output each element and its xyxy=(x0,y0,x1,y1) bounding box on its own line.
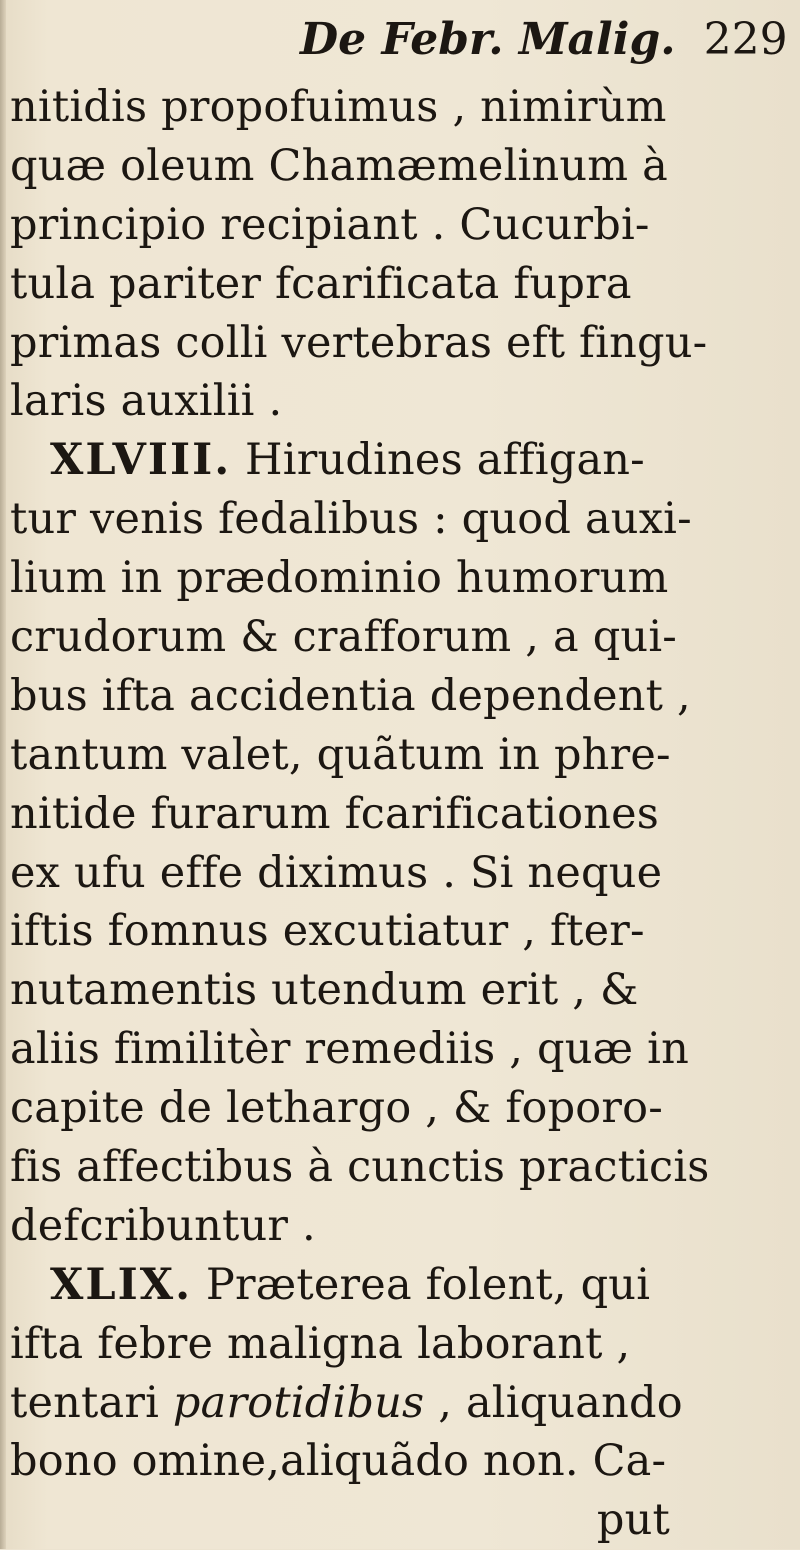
section-text: Hirudines affigan- xyxy=(245,435,645,486)
text-line: tantum valet, quãtum in phre- xyxy=(10,729,671,780)
line-start: tentari xyxy=(10,1377,160,1428)
section-numeral: XLVIII. xyxy=(50,435,232,486)
text-line: aliis fimilitèr remediis , quæ in xyxy=(10,1024,689,1075)
line-rest: febre maligna laborant , xyxy=(97,1318,631,1369)
header-title: De Febr. Malig. xyxy=(300,14,676,65)
text-line: bus ifta accidentia dependent , xyxy=(10,670,691,721)
text-line: primas colli vertebras eft fingu- xyxy=(10,317,708,368)
line-start: ifta xyxy=(10,1318,84,1369)
text-line: quæ oleum Chamæmelinum à xyxy=(10,140,668,191)
italic-term: parotidibus xyxy=(172,1377,425,1428)
section-numeral: XLIX. xyxy=(50,1259,193,1310)
text-line: crudorum & crafforum , a qui- xyxy=(10,612,678,663)
text-line: tur venis fedalibus : quod auxi- xyxy=(10,494,692,545)
text-line: defcribuntur . xyxy=(10,1200,316,1251)
running-header xyxy=(300,0,788,80)
text-line: lium in prædominio humorum xyxy=(10,553,669,604)
catchword: put xyxy=(596,1495,670,1546)
text-line-ifta xyxy=(10,1315,790,1374)
body-text xyxy=(10,78,790,1550)
line-rest: , aliquando xyxy=(438,1377,683,1428)
text-line: ex ufu effe diximus . Si neque xyxy=(10,847,663,898)
text-line: capite de lethargo , & foporo- xyxy=(10,1083,663,1134)
section-heading-48 xyxy=(10,431,790,490)
text-line: bono omine,aliquãdo non. Ca- xyxy=(10,1436,667,1487)
page-number: 229 xyxy=(703,14,788,65)
text-line: principio recipiant . Cucurbi- xyxy=(10,199,650,250)
text-line: fis affectibus à cunctis practicis xyxy=(10,1142,710,1193)
text-line: nitide furarum fcarificationes xyxy=(10,788,660,839)
text-line: iftis fomnus excutiatur , fter- xyxy=(10,906,645,957)
section-heading-49 xyxy=(10,1256,790,1315)
text-line: tula pariter fcarificata fupra xyxy=(10,258,632,309)
text-line: laris auxilii . xyxy=(10,376,283,427)
text-line: nitidis propofuimus , nimirùm xyxy=(10,82,667,132)
page-gutter xyxy=(0,0,6,1549)
section-text: Præterea folent, qui xyxy=(205,1259,651,1310)
text-line-tentari xyxy=(10,1374,790,1433)
text-line: nutamentis utendum erit , & xyxy=(10,965,639,1016)
